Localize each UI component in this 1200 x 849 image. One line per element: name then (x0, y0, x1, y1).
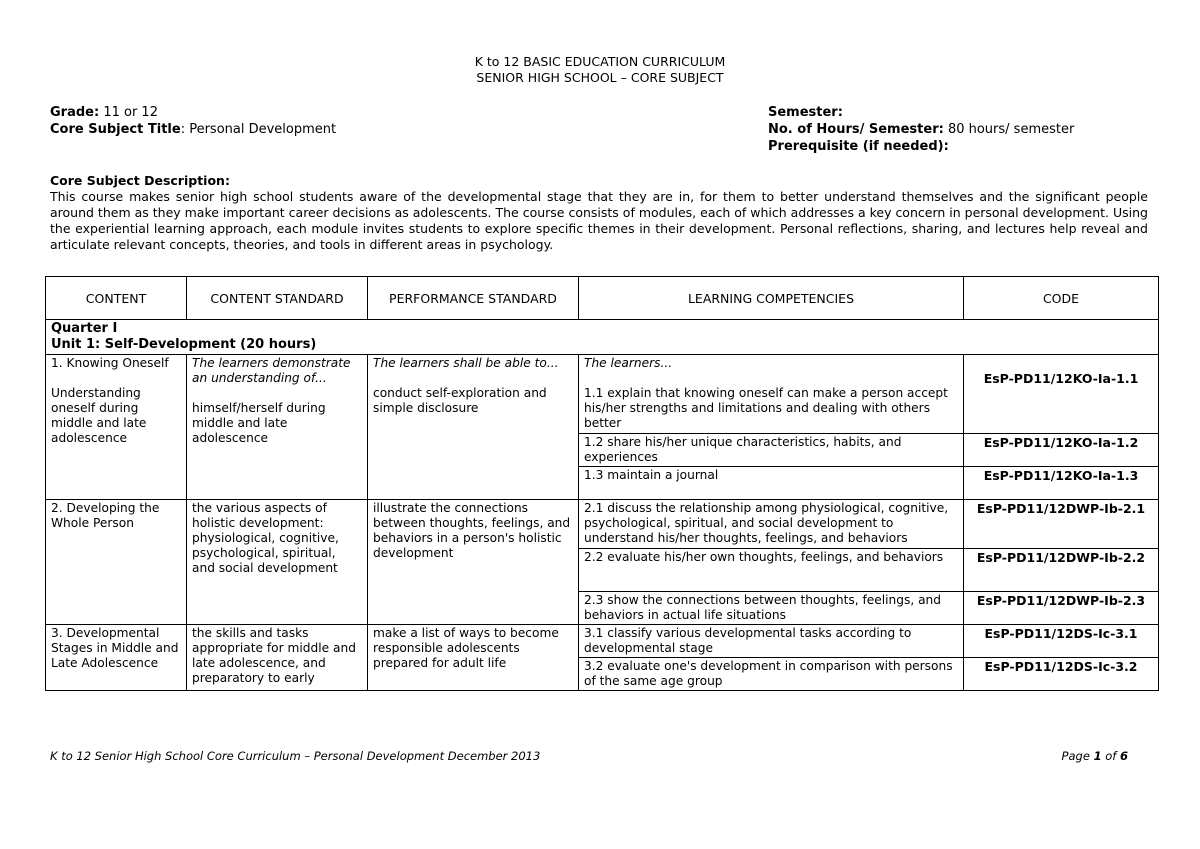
header-line-1: K to 12 BASIC EDUCATION CURRICULUM (474, 54, 726, 69)
competency-cell: 3.1 classify various developmental tasks according to developmental stage (579, 625, 964, 658)
document-header (0, 54, 1200, 86)
competency-cell: 1.3 maintain a journal (579, 467, 964, 500)
code-cell: EsP-PD11/12KO-Ia-1.2 (964, 434, 1159, 467)
footer-text: K to 12 Senior High School Core Curriculum – Personal Development December 2013 (50, 749, 541, 763)
header-content-standard: CONTENT STANDARD (187, 277, 368, 320)
code-cell: EsP-PD11/12DWP-Ib-2.2 (964, 549, 1159, 592)
table-header-row (46, 277, 1159, 320)
competency-cell: 3.2 evaluate one's development in comparison with persons of the same age group (579, 658, 964, 691)
performance-standard-cell: illustrate the connections between thoughts, feelings, and behaviors in a person's holistic development (368, 500, 579, 625)
hours-value: 80 hours/ semester (943, 122, 1075, 137)
content-standard-intro: The learners demonstrate an understanding of... (192, 356, 351, 385)
competency-cell (579, 355, 964, 434)
title-label: Core Subject Title (50, 122, 181, 137)
subject-description (50, 173, 1148, 253)
code-cell: EsP-PD11/12KO-Ia-1.3 (964, 467, 1159, 500)
competency-cell: 2.3 show the connections between thoughts, feelings, and behaviors in actual life situations (579, 592, 964, 625)
competency-cell: 2.1 discuss the relationship among physiological, cognitive, psychological, spiritual, and social development to understand his/her thoughts, feelings, and behaviors (579, 500, 964, 549)
hours-label: No. of Hours/ Semester: (768, 122, 944, 137)
competency-text: 1.1 explain that knowing oneself can make a person accept his/her strengths and limitations and dealing with others better (584, 386, 948, 430)
performance-standard-cell (368, 355, 579, 500)
competency-cell: 2.2 evaluate his/her own thoughts, feelings, and behaviors (579, 549, 964, 592)
header-code: CODE (964, 277, 1159, 320)
grade-value: 11 or 12 (99, 105, 158, 120)
grade-label: Grade: (50, 105, 100, 120)
content-standard-cell: the various aspects of holistic development: physiological, cognitive, psychological, spiritual, and social development (187, 500, 368, 625)
unit-label: Unit 1: Self-Development (20 hours) (51, 337, 317, 352)
content-standard-text: himself/herself during middle and late adolescence (192, 401, 326, 445)
quarter-row (46, 320, 1159, 355)
performance-standard-intro: The learners shall be able to... (373, 356, 559, 370)
code-cell: EsP-PD11/12DWP-Ib-2.3 (964, 592, 1159, 625)
description-text: This course makes senior high school students aware of the developmental stage that they are in, for them to better understand themselves and the significant people around them as they make important career decisions as adolescents. The course consists of modules, each of which addresses a key concern in personal development. Using the experiential learning approach, each module invites students to explore specific themes in their development. Personal reflections, sharing, and lectures help reveal and articulate relevant concepts, theories, and tools in different areas in psychology. (50, 189, 1148, 252)
header-content: CONTENT (46, 277, 187, 320)
content-subtitle: Understanding oneself during middle and late adolescence (51, 386, 147, 445)
meta-right (768, 104, 1074, 155)
code-cell: EsP-PD11/12DS-Ic-3.1 (964, 625, 1159, 658)
content-cell: 2. Developing the Whole Person (46, 500, 187, 625)
competency-cell: 1.2 share his/her unique characteristics, habits, and experiences (579, 434, 964, 467)
performance-standard-text: conduct self-exploration and simple disclosure (373, 386, 547, 415)
page-number: Page 1 of 6 (1061, 749, 1128, 763)
content-cell: 3. Developmental Stages in Middle and Late Adolescence (46, 625, 187, 691)
table-row (46, 355, 1159, 434)
content-standard-cell (187, 355, 368, 500)
competency-intro: The learners... (584, 356, 673, 370)
content-title: 1. Knowing Oneself (51, 356, 169, 370)
quarter-label: Quarter I (51, 321, 118, 336)
curriculum-table (45, 276, 1159, 691)
description-label: Core Subject Description: (50, 173, 230, 188)
semester-label: Semester: (768, 105, 843, 120)
content-cell (46, 355, 187, 500)
prerequisite-label: Prerequisite (if needed): (768, 139, 949, 154)
table-row (46, 625, 1159, 658)
code-cell: EsP-PD11/12DWP-Ib-2.1 (964, 500, 1159, 549)
header-learning-competencies: LEARNING COMPETENCIES (579, 277, 964, 320)
header-line-2: SENIOR HIGH SCHOOL – CORE SUBJECT (476, 70, 724, 85)
code-cell: EsP-PD11/12DS-Ic-3.2 (964, 658, 1159, 691)
header-performance-standard: PERFORMANCE STANDARD (368, 277, 579, 320)
content-standard-cell: the skills and tasks appropriate for middle and late adolescence, and preparatory to early (187, 625, 368, 691)
table-row (46, 500, 1159, 549)
meta-left (50, 104, 336, 138)
title-value: : Personal Development (180, 122, 337, 137)
performance-standard-cell: make a list of ways to become responsible adolescents prepared for adult life (368, 625, 579, 691)
code-cell: EsP-PD11/12KO-Ia-1.1 (964, 355, 1159, 434)
